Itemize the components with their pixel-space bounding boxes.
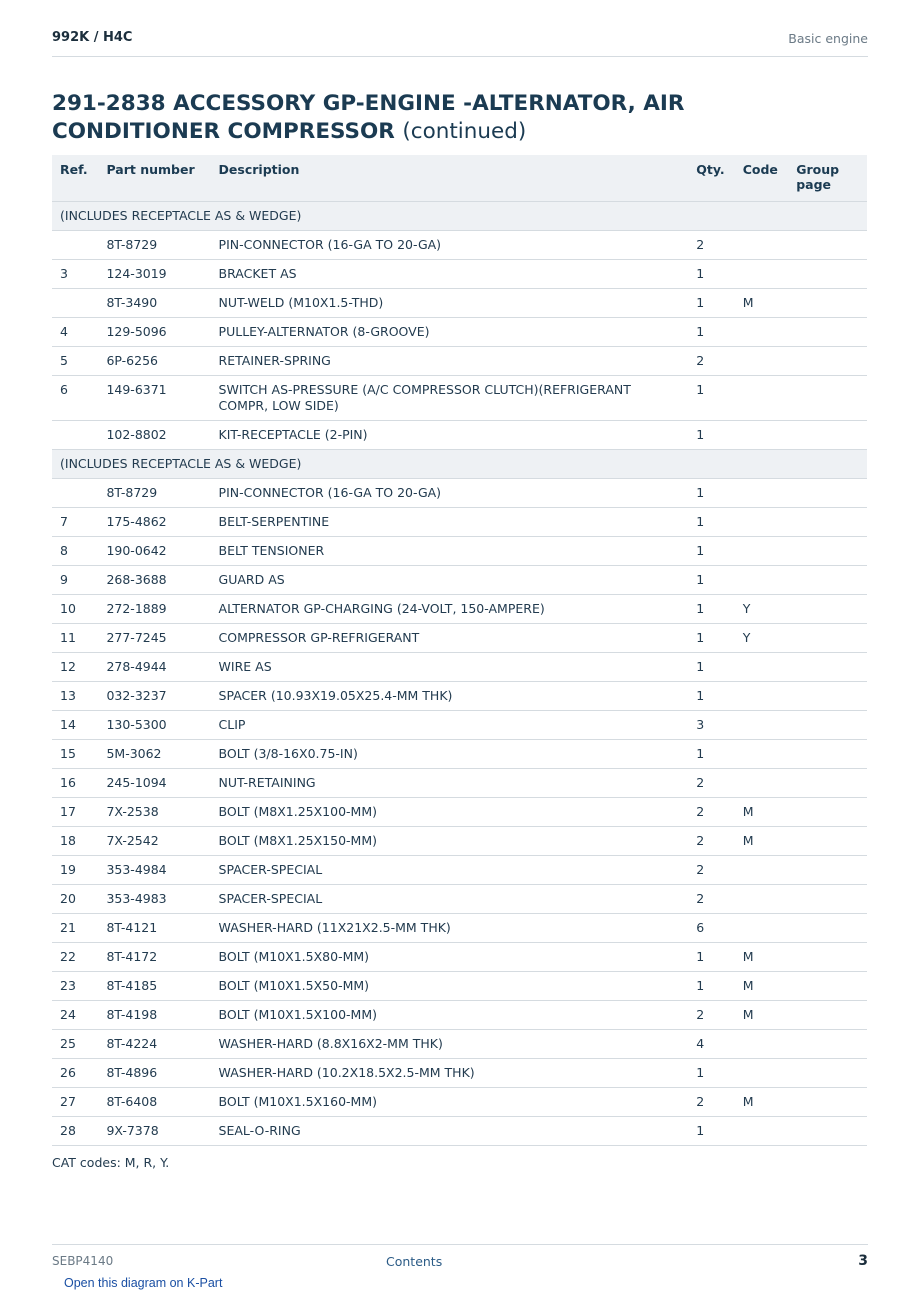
ref-cell: 7 (52, 508, 98, 537)
qty-cell: 1 (688, 1117, 734, 1146)
ref-cell: 28 (52, 1117, 98, 1146)
qty-cell: 1 (688, 289, 734, 318)
part-number-cell: 268-3688 (98, 566, 210, 595)
group-page-cell (788, 479, 867, 508)
qty-cell: 1 (688, 566, 734, 595)
ref-cell: 4 (52, 318, 98, 347)
table-row (52, 479, 867, 508)
code-cell: M (735, 827, 789, 856)
table-row (52, 537, 867, 566)
group-page-cell (788, 740, 867, 769)
table-row (52, 566, 867, 595)
part-number-cell: 8T-3490 (98, 289, 210, 318)
part-number-cell: 7X-2542 (98, 827, 210, 856)
table-row (52, 1117, 867, 1146)
qty-cell: 1 (688, 537, 734, 566)
ref-cell: 13 (52, 682, 98, 711)
ref-cell (52, 289, 98, 318)
group-page-cell (788, 595, 867, 624)
code-cell: Y (735, 595, 789, 624)
group-page-cell (788, 972, 867, 1001)
group-page-cell (788, 1030, 867, 1059)
table-row (52, 653, 867, 682)
part-number-cell: 7X-2538 (98, 798, 210, 827)
description-cell: SPACER-SPECIAL (211, 856, 689, 885)
description-cell: BRACKET AS (211, 260, 689, 289)
group-page-cell (788, 508, 867, 537)
description-cell: NUT-RETAINING (211, 769, 689, 798)
part-number-cell: 272-1889 (98, 595, 210, 624)
ref-cell: 14 (52, 711, 98, 740)
part-number-cell: 130-5300 (98, 711, 210, 740)
qty-cell: 1 (688, 653, 734, 682)
qty-cell: 1 (688, 479, 734, 508)
group-page-cell (788, 1117, 867, 1146)
code-cell: M (735, 943, 789, 972)
part-number-cell: 5M-3062 (98, 740, 210, 769)
description-cell: BOLT (M10X1.5X160-MM) (211, 1088, 689, 1117)
table-row (52, 740, 867, 769)
note-cell: (INCLUDES RECEPTACLE AS & WEDGE) (52, 450, 867, 479)
description-cell: SWITCH AS-PRESSURE (A/C COMPRESSOR CLUTCH)(REFRIGERANT COMPR, LOW SIDE) (211, 376, 689, 421)
code-cell (735, 1059, 789, 1088)
header-group-page: Group page (788, 155, 867, 202)
qty-cell: 1 (688, 376, 734, 421)
description-cell: ALTERNATOR GP-CHARGING (24-VOLT, 150-AMPERE) (211, 595, 689, 624)
page-header (52, 28, 868, 57)
table-row (52, 421, 867, 450)
ref-cell (52, 479, 98, 508)
table-row (52, 914, 867, 943)
ref-cell: 9 (52, 566, 98, 595)
part-number-cell: 149-6371 (98, 376, 210, 421)
part-number-cell: 353-4983 (98, 885, 210, 914)
description-cell: BOLT (M10X1.5X50-MM) (211, 972, 689, 1001)
qty-cell: 2 (688, 1001, 734, 1030)
part-number-cell: 277-7245 (98, 624, 210, 653)
qty-cell: 2 (688, 827, 734, 856)
ref-cell: 23 (52, 972, 98, 1001)
note-cell: (INCLUDES RECEPTACLE AS & WEDGE) (52, 202, 867, 231)
qty-cell: 1 (688, 1059, 734, 1088)
part-number-cell: 129-5096 (98, 318, 210, 347)
table-row (52, 885, 867, 914)
qty-cell: 1 (688, 508, 734, 537)
description-cell: SPACER (10.93X19.05X25.4-MM THK) (211, 682, 689, 711)
group-page-cell (788, 421, 867, 450)
cat-codes-note: CAT codes: M, R, Y. (52, 1155, 170, 1170)
ref-cell: 11 (52, 624, 98, 653)
ref-cell: 20 (52, 885, 98, 914)
code-cell (735, 914, 789, 943)
table-row (52, 231, 867, 260)
group-page-cell (788, 376, 867, 421)
table-row (52, 318, 867, 347)
code-cell (735, 537, 789, 566)
qty-cell: 2 (688, 885, 734, 914)
qty-cell: 2 (688, 769, 734, 798)
section-label: Basic engine (788, 31, 868, 46)
part-number-cell: 8T-8729 (98, 479, 210, 508)
group-page-cell (788, 1059, 867, 1088)
code-cell: M (735, 1001, 789, 1030)
group-page-cell (788, 1088, 867, 1117)
group-page-cell (788, 1001, 867, 1030)
code-cell (735, 508, 789, 537)
ref-cell: 12 (52, 653, 98, 682)
group-page-cell (788, 827, 867, 856)
code-cell (735, 885, 789, 914)
page-title (52, 90, 772, 146)
table-row (52, 1001, 867, 1030)
code-cell (735, 566, 789, 595)
part-number-cell: 032-3237 (98, 682, 210, 711)
part-number-cell: 8T-4224 (98, 1030, 210, 1059)
group-page-cell (788, 682, 867, 711)
description-cell: BOLT (M8X1.25X100-MM) (211, 798, 689, 827)
description-cell: PIN-CONNECTOR (16-GA TO 20-GA) (211, 231, 689, 260)
qty-cell: 6 (688, 914, 734, 943)
header-code: Code (735, 155, 789, 202)
part-number-cell: 6P-6256 (98, 347, 210, 376)
ref-cell: 16 (52, 769, 98, 798)
description-cell: COMPRESSOR GP-REFRIGERANT (211, 624, 689, 653)
parts-table-body (52, 202, 867, 1146)
group-page-cell (788, 653, 867, 682)
group-page-cell (788, 885, 867, 914)
code-cell (735, 711, 789, 740)
group-page-cell (788, 231, 867, 260)
group-page-cell (788, 711, 867, 740)
code-cell: M (735, 972, 789, 1001)
table-note-row (52, 202, 867, 231)
description-cell: RETAINER-SPRING (211, 347, 689, 376)
code-cell (735, 1117, 789, 1146)
part-number-cell: 8T-8729 (98, 231, 210, 260)
table-row (52, 1088, 867, 1117)
kpart-diagram-link[interactable]: Open this diagram on K-Part (64, 1276, 223, 1290)
code-cell (735, 1030, 789, 1059)
code-cell: M (735, 1088, 789, 1117)
qty-cell: 1 (688, 595, 734, 624)
parts-table (52, 155, 867, 1146)
description-cell: WASHER-HARD (11X21X2.5-MM THK) (211, 914, 689, 943)
header-part-number: Part number (98, 155, 210, 202)
ref-cell: 22 (52, 943, 98, 972)
table-row (52, 711, 867, 740)
code-cell (735, 421, 789, 450)
group-page-cell (788, 798, 867, 827)
ref-cell: 17 (52, 798, 98, 827)
description-cell: WASHER-HARD (8.8X16X2-MM THK) (211, 1030, 689, 1059)
code-cell (735, 231, 789, 260)
table-row (52, 289, 867, 318)
qty-cell: 4 (688, 1030, 734, 1059)
ref-cell: 24 (52, 1001, 98, 1030)
ref-cell: 15 (52, 740, 98, 769)
qty-cell: 3 (688, 711, 734, 740)
description-cell: SEAL-O-RING (211, 1117, 689, 1146)
ref-cell: 8 (52, 537, 98, 566)
qty-cell: 1 (688, 318, 734, 347)
header-qty: Qty. (688, 155, 734, 202)
part-number-cell: 8T-4121 (98, 914, 210, 943)
part-number-cell: 8T-6408 (98, 1088, 210, 1117)
description-cell: KIT-RECEPTACLE (2-PIN) (211, 421, 689, 450)
part-number-cell: 245-1094 (98, 769, 210, 798)
table-row (52, 943, 867, 972)
part-number-cell: 102-8802 (98, 421, 210, 450)
qty-cell: 2 (688, 347, 734, 376)
group-page-cell (788, 566, 867, 595)
part-number-cell: 190-0642 (98, 537, 210, 566)
table-row (52, 595, 867, 624)
table-row (52, 508, 867, 537)
group-page-cell (788, 769, 867, 798)
document-id: SEBP4140 (52, 1254, 114, 1268)
ref-cell: 5 (52, 347, 98, 376)
model-label: 992K / H4C (52, 30, 133, 45)
title-suffix: (continued) (402, 119, 527, 144)
description-cell: BOLT (M10X1.5X80-MM) (211, 943, 689, 972)
group-page-cell (788, 914, 867, 943)
group-page-cell (788, 537, 867, 566)
part-number-cell: 8T-4896 (98, 1059, 210, 1088)
ref-cell: 19 (52, 856, 98, 885)
group-page-cell (788, 318, 867, 347)
code-cell (735, 260, 789, 289)
ref-cell: 18 (52, 827, 98, 856)
code-cell (735, 682, 789, 711)
code-cell (735, 740, 789, 769)
table-row (52, 624, 867, 653)
table-row (52, 260, 867, 289)
code-cell (735, 769, 789, 798)
group-page-cell (788, 624, 867, 653)
part-number-cell: 8T-4185 (98, 972, 210, 1001)
qty-cell: 1 (688, 943, 734, 972)
qty-cell: 2 (688, 1088, 734, 1117)
qty-cell: 2 (688, 231, 734, 260)
page-number: 3 (858, 1253, 868, 1269)
group-page-cell (788, 856, 867, 885)
ref-cell: 27 (52, 1088, 98, 1117)
table-row (52, 827, 867, 856)
table-header-row (52, 155, 867, 202)
title-main: 291-2838 ACCESSORY GP-ENGINE -ALTERNATOR, AIR CONDITIONER COMPRESSOR (52, 91, 685, 144)
table-row (52, 1059, 867, 1088)
qty-cell: 1 (688, 972, 734, 1001)
code-cell (735, 479, 789, 508)
part-number-cell: 278-4944 (98, 653, 210, 682)
qty-cell: 1 (688, 421, 734, 450)
qty-cell: 2 (688, 798, 734, 827)
code-cell: M (735, 289, 789, 318)
ref-cell: 25 (52, 1030, 98, 1059)
description-cell: PULLEY-ALTERNATOR (8-GROOVE) (211, 318, 689, 347)
ref-cell: 10 (52, 595, 98, 624)
qty-cell: 1 (688, 624, 734, 653)
description-cell: WASHER-HARD (10.2X18.5X2.5-MM THK) (211, 1059, 689, 1088)
table-row (52, 972, 867, 1001)
description-cell: BELT TENSIONER (211, 537, 689, 566)
qty-cell: 1 (688, 740, 734, 769)
code-cell (735, 318, 789, 347)
qty-cell: 1 (688, 682, 734, 711)
code-cell: Y (735, 624, 789, 653)
part-number-cell: 175-4862 (98, 508, 210, 537)
description-cell: SPACER-SPECIAL (211, 885, 689, 914)
code-cell (735, 376, 789, 421)
group-page-cell (788, 943, 867, 972)
header-ref: Ref. (52, 155, 98, 202)
ref-cell (52, 421, 98, 450)
table-note-row (52, 450, 867, 479)
description-cell: BOLT (M8X1.25X150-MM) (211, 827, 689, 856)
ref-cell: 21 (52, 914, 98, 943)
table-row (52, 769, 867, 798)
table-row (52, 798, 867, 827)
description-cell: CLIP (211, 711, 689, 740)
code-cell: M (735, 798, 789, 827)
group-page-cell (788, 347, 867, 376)
description-cell: BELT-SERPENTINE (211, 508, 689, 537)
description-cell: PIN-CONNECTOR (16-GA TO 20-GA) (211, 479, 689, 508)
qty-cell: 2 (688, 856, 734, 885)
code-cell (735, 653, 789, 682)
group-page-cell (788, 289, 867, 318)
part-number-cell: 353-4984 (98, 856, 210, 885)
ref-cell: 3 (52, 260, 98, 289)
description-cell: NUT-WELD (M10X1.5-THD) (211, 289, 689, 318)
table-row (52, 1030, 867, 1059)
qty-cell: 1 (688, 260, 734, 289)
part-number-cell: 8T-4198 (98, 1001, 210, 1030)
ref-cell: 6 (52, 376, 98, 421)
ref-cell (52, 231, 98, 260)
description-cell: GUARD AS (211, 566, 689, 595)
description-cell: WIRE AS (211, 653, 689, 682)
page-footer (52, 1244, 868, 1275)
group-page-cell (788, 260, 867, 289)
part-number-cell: 9X-7378 (98, 1117, 210, 1146)
header-description: Description (211, 155, 689, 202)
part-number-cell: 124-3019 (98, 260, 210, 289)
description-cell: BOLT (3/8-16X0.75-IN) (211, 740, 689, 769)
code-cell (735, 856, 789, 885)
code-cell (735, 347, 789, 376)
ref-cell: 26 (52, 1059, 98, 1088)
part-number-cell: 8T-4172 (98, 943, 210, 972)
table-row (52, 856, 867, 885)
contents-link[interactable]: Contents (386, 1254, 443, 1269)
description-cell: BOLT (M10X1.5X100-MM) (211, 1001, 689, 1030)
table-row (52, 682, 867, 711)
table-row (52, 376, 867, 421)
table-row (52, 347, 867, 376)
